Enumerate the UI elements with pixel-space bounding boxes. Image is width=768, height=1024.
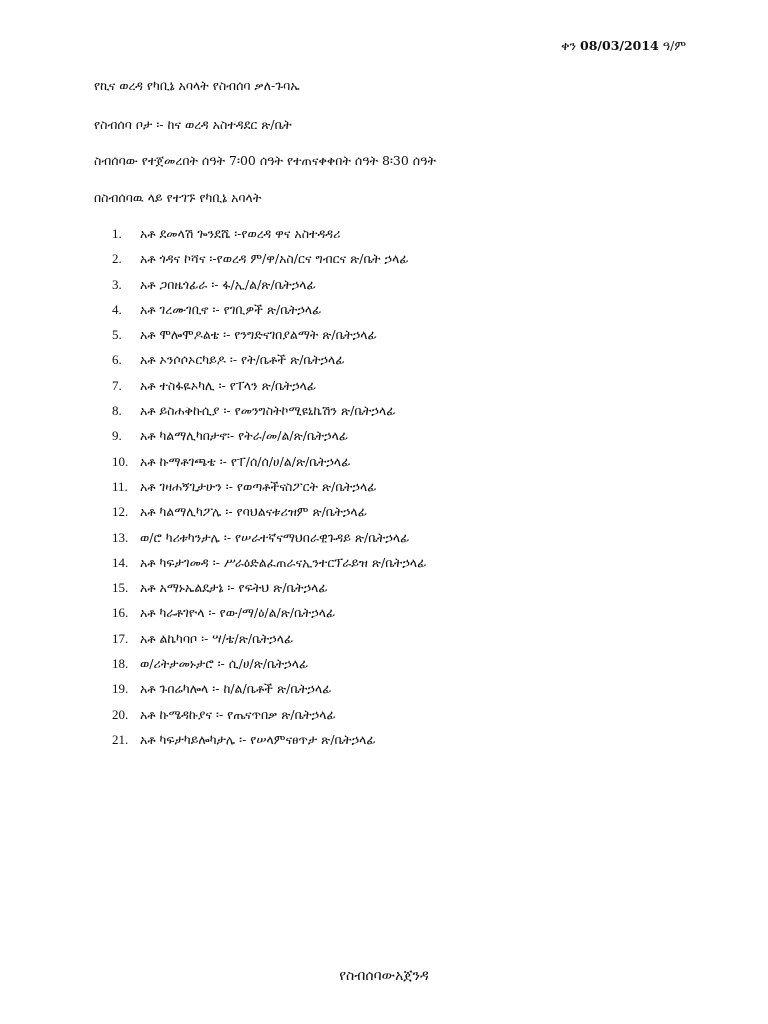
list-item [112, 453, 426, 478]
item-number: 21. [112, 731, 129, 747]
item-text: አቶ ገዛሐኝጊታሁን ፡- የወጣቶችናስፖርት ጽ/ቤትኃላፊ [140, 478, 377, 494]
item-text: አቶ ጎዳና ኮሻና ፡-የወረዳ ም/ዋ/አስ/ርና ግብርና ጽ/ቤት ኃላፊ [140, 251, 409, 267]
item-number: 7. [112, 377, 122, 393]
list-item [112, 351, 426, 376]
item-number: 11. [112, 478, 128, 494]
item-text: አቶ ካፍታገመዳ ፡- ሥራዕድልፈጠራናኢንተርፕራይዝ ጽ/ቤትኃላፊ [140, 554, 427, 570]
item-number: 19. [112, 681, 129, 697]
item-number: 16. [112, 605, 129, 621]
list-item [112, 680, 426, 705]
item-number: 5. [112, 327, 122, 343]
list-item [112, 655, 426, 680]
item-text: አቶ ካራቶገዮላ ፡- የው/ማ/ዕ/ል/ጽ/ቤትኃላፊ [140, 605, 336, 621]
list-item [112, 630, 426, 655]
attendees-heading: በስብሰባዉ ላይ የተገኙ የካቢኔ አባላት [94, 190, 262, 205]
list-item [112, 604, 426, 629]
agenda-heading: የስብሰባውአጀንዳ [339, 968, 429, 984]
item-text: አቶ ሞሎሞዶልቴ ፡- የንግድናገበያልማት ጽ/ቤትኃላፊ [140, 327, 377, 343]
item-number: 18. [112, 656, 129, 672]
list-item [112, 478, 426, 503]
list-item [112, 276, 426, 301]
item-number: 20. [112, 706, 129, 722]
item-text: አቶ ደመላሽ ጐንደሼ ፡-የወረዳ ዋና አስተዳዳሪ [140, 226, 341, 241]
item-text: አቶ ኩሜዳኩያና ፡- የጤናጥበቃ ጽ/ቤትኃላፊ [140, 706, 336, 722]
meeting-venue: የስብሰባ ቦታ ፡- ከና ወረዳ አስተዳደር ጽ/ቤት [94, 117, 292, 132]
item-number: 10. [112, 453, 129, 469]
item-text: አቶ ልኬካባቦ ፡- ሣ/ቴ/ጽ/ቤትኃላፊ [140, 630, 294, 646]
item-text: አቶ ኦንሶሶኦርካይዶ ፡- የት/ቤቶች ጽ/ቤትኃላፊ [140, 352, 345, 368]
item-number: 1. [112, 226, 122, 241]
item-text: አቶ ካልማሊካፖሌ ፡- የባህልናቱሪዝም ጽ/ቤትኃላፊ [140, 504, 367, 520]
item-text: አቶ ገረሙገቢኖ ፡- የገቢዎች ጽ/ቤትኃላፊ [140, 301, 322, 317]
meeting-time: ስብሰባው የተጀመረበት ሰዓት 7፡00 ሰዓት የተጠናቀቀበት ሰዓት 8፡30 ሰዓት [94, 153, 436, 168]
list-item [112, 225, 426, 250]
list-item [112, 706, 426, 731]
date-value: 08/03/2014 [580, 38, 659, 53]
document-title: የኪና ወረዳ የካቢኔ አባላት የስብሰባ ቃለ-ጉባኤ [94, 78, 300, 93]
item-text: ወ/ሮ ካሪቱካንታሌ ፡- የሠራተኛናማህበራዊጉዳይ ጽ/ቤትኃላፊ [140, 529, 410, 545]
list-item [112, 250, 426, 275]
item-number: 3. [112, 276, 122, 292]
item-text: ወ/ሪትታመኑታሮ ፡- ሲ/ሀ/ጽ/ቤትኃላፊ [140, 656, 309, 672]
item-number: 14. [112, 554, 129, 570]
item-number: 6. [112, 352, 122, 368]
item-text: አቶ ጉበሬካሎላ ፡- ከ/ል/ቤቶች ጽ/ቤትኃላፊ [140, 681, 332, 697]
item-text: አቶ ኩማቶገጫቴ ፡- የፐ/ሰ/ሰ/ሀ/ል/ጽ/ቤትኃላፊ [140, 453, 351, 469]
list-item [112, 326, 426, 351]
list-item [112, 529, 426, 554]
item-number: 9. [112, 428, 122, 444]
item-number: 13. [112, 529, 129, 545]
meeting-date [561, 38, 686, 54]
item-text: አቶ ካፍታካይሎካታሌ ፡- የሠላምናፀጥታ ጽ/ቤትኃላፊ [140, 731, 376, 747]
item-text: አቶ ካልማሊካበታኖ፡- የትራ/መ/ል/ጽ/ቤትኃላፊ [140, 428, 349, 444]
list-item [112, 503, 426, 528]
attendee-list [112, 225, 426, 756]
list-item [112, 731, 426, 756]
list-item [112, 402, 426, 427]
item-number: 15. [112, 580, 129, 596]
item-text: አቶ ተስፋዬኦካሊ ፡- የፐላን ጽ/ቤትኃላፊ [140, 377, 317, 393]
item-text: አቶ ይስሐቅኩሲያ ፡- የመንግስትኮሚዩኒኬሽን ጽ/ቤትኃላፊ [140, 403, 396, 419]
list-item [112, 554, 426, 579]
item-number: 8. [112, 403, 122, 419]
list-item [112, 301, 426, 326]
item-text: አቶ ጋበዜጎፊራ ፡- ፋ/ኢ/ል/ጽ/ቤትኃላፊ [140, 276, 316, 292]
list-item [112, 579, 426, 604]
item-number: 12. [112, 504, 129, 520]
item-number: 17. [112, 630, 129, 646]
item-number: 2. [112, 251, 122, 267]
date-suffix: ዓ/ም [662, 38, 686, 53]
list-item [112, 377, 426, 402]
date-prefix: ቀን [561, 38, 577, 53]
item-text: አቶ አማኑኤልደታኔ ፡- የፍትህ ጽ/ቤትኃላፊ [140, 580, 328, 596]
item-number: 4. [112, 301, 122, 317]
list-item [112, 427, 426, 452]
